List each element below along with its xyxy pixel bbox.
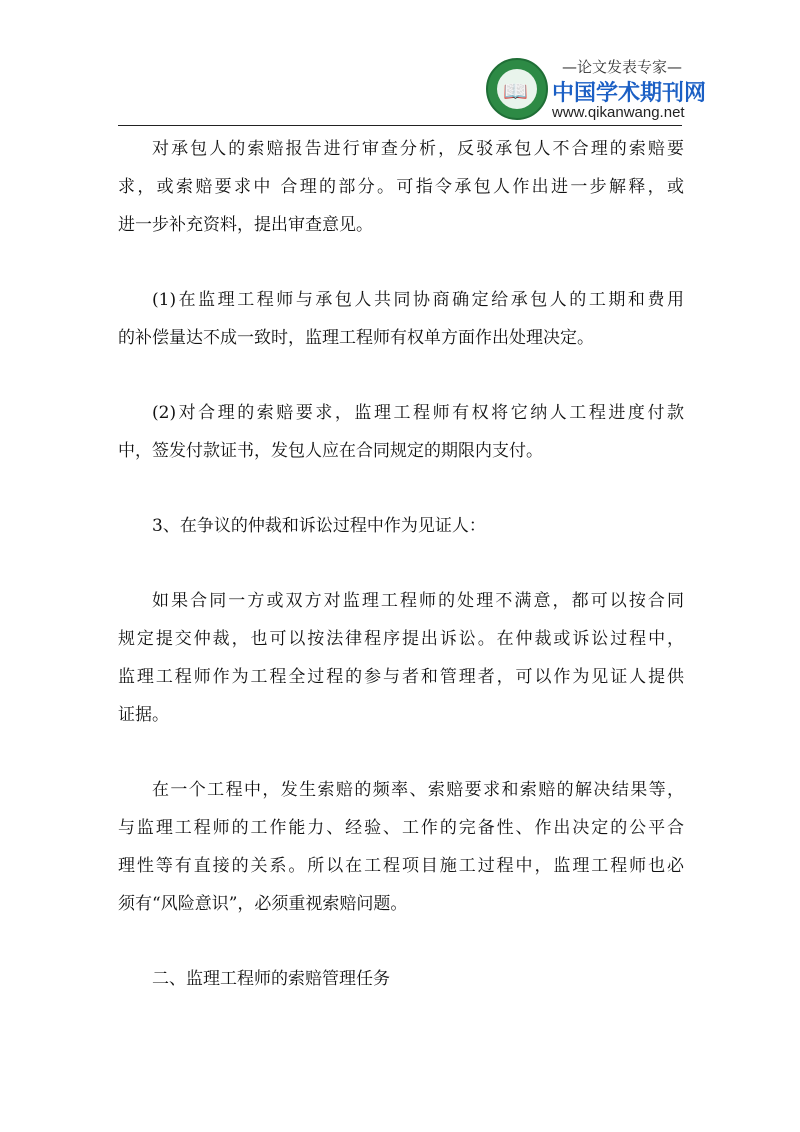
paragraph-line: 求，或索赔要求中 合理的部分。可指令承包人作出进一步解释，或 (118, 177, 684, 197)
paragraph-line: 二、监理工程师的索赔管理任务 (152, 969, 390, 989)
paragraph-line: 监理工程师作为工程全过程的参与者和管理者，可以作为见证人提供 (118, 667, 684, 687)
paragraph-line: (1)在监理工程师与承包人共同协商确定给承包人的工期和费用 (152, 290, 684, 310)
header-rule (118, 125, 682, 126)
logo-brand: 中国学术期刊网 (552, 81, 707, 106)
paragraph (118, 281, 684, 357)
paragraph (118, 130, 684, 244)
site-logo (484, 52, 707, 124)
open-book-icon: 📖 (503, 79, 528, 103)
paragraph-line: 证据。 (118, 705, 169, 725)
paragraph (118, 960, 684, 998)
paragraph-line: 3、在争议的仲裁和诉讼过程中作为见证人： (152, 516, 486, 536)
paragraph-line: 中，签发付款证书，发包人应在合同规定的期限内支付。 (118, 441, 543, 461)
paragraph-line: 理性等有直接的关系。所以在工程项目施工过程中，监理工程师也必 (118, 856, 684, 876)
paragraph-line: 对承包人的索赔报告进行审查分析，反驳承包人不合理的索赔要 (152, 139, 684, 159)
document-body (118, 130, 684, 1035)
logo-url: www.qikanwang.net (552, 104, 685, 121)
paragraph-line: 的补偿量达不成一致时，监理工程师有权单方面作出处理决定。 (118, 328, 594, 348)
paragraph-line: 如果合同一方或双方对监理工程师的处理不满意，都可以按合同 (152, 591, 684, 611)
paragraph-line: 进一步补充资料，提出审查意见。 (118, 215, 373, 235)
paragraph (118, 394, 684, 470)
paragraph (118, 771, 684, 923)
paragraph-line: 规定提交仲裁，也可以按法律程序提出诉讼。在仲裁或诉讼过程中， (118, 629, 684, 649)
paragraph-line: 须有“风险意识”，必须重视索赔问题。 (118, 894, 408, 914)
logo-seal-icon (486, 58, 548, 120)
paragraph-line: 与监理工程师的工作能力、经验、工作的完备性、作出决定的公平合 (118, 818, 684, 838)
paragraph-line: 在一个工程中，发生索赔的频率、索赔要求和索赔的解决结果等， (152, 780, 684, 800)
paragraph (118, 507, 684, 545)
paragraph-line: (2)对合理的索赔要求，监理工程师有权将它纳人工程进度付款 (152, 403, 684, 423)
paragraph (118, 582, 684, 734)
logo-slogan: —论文发表专家— (562, 58, 683, 76)
